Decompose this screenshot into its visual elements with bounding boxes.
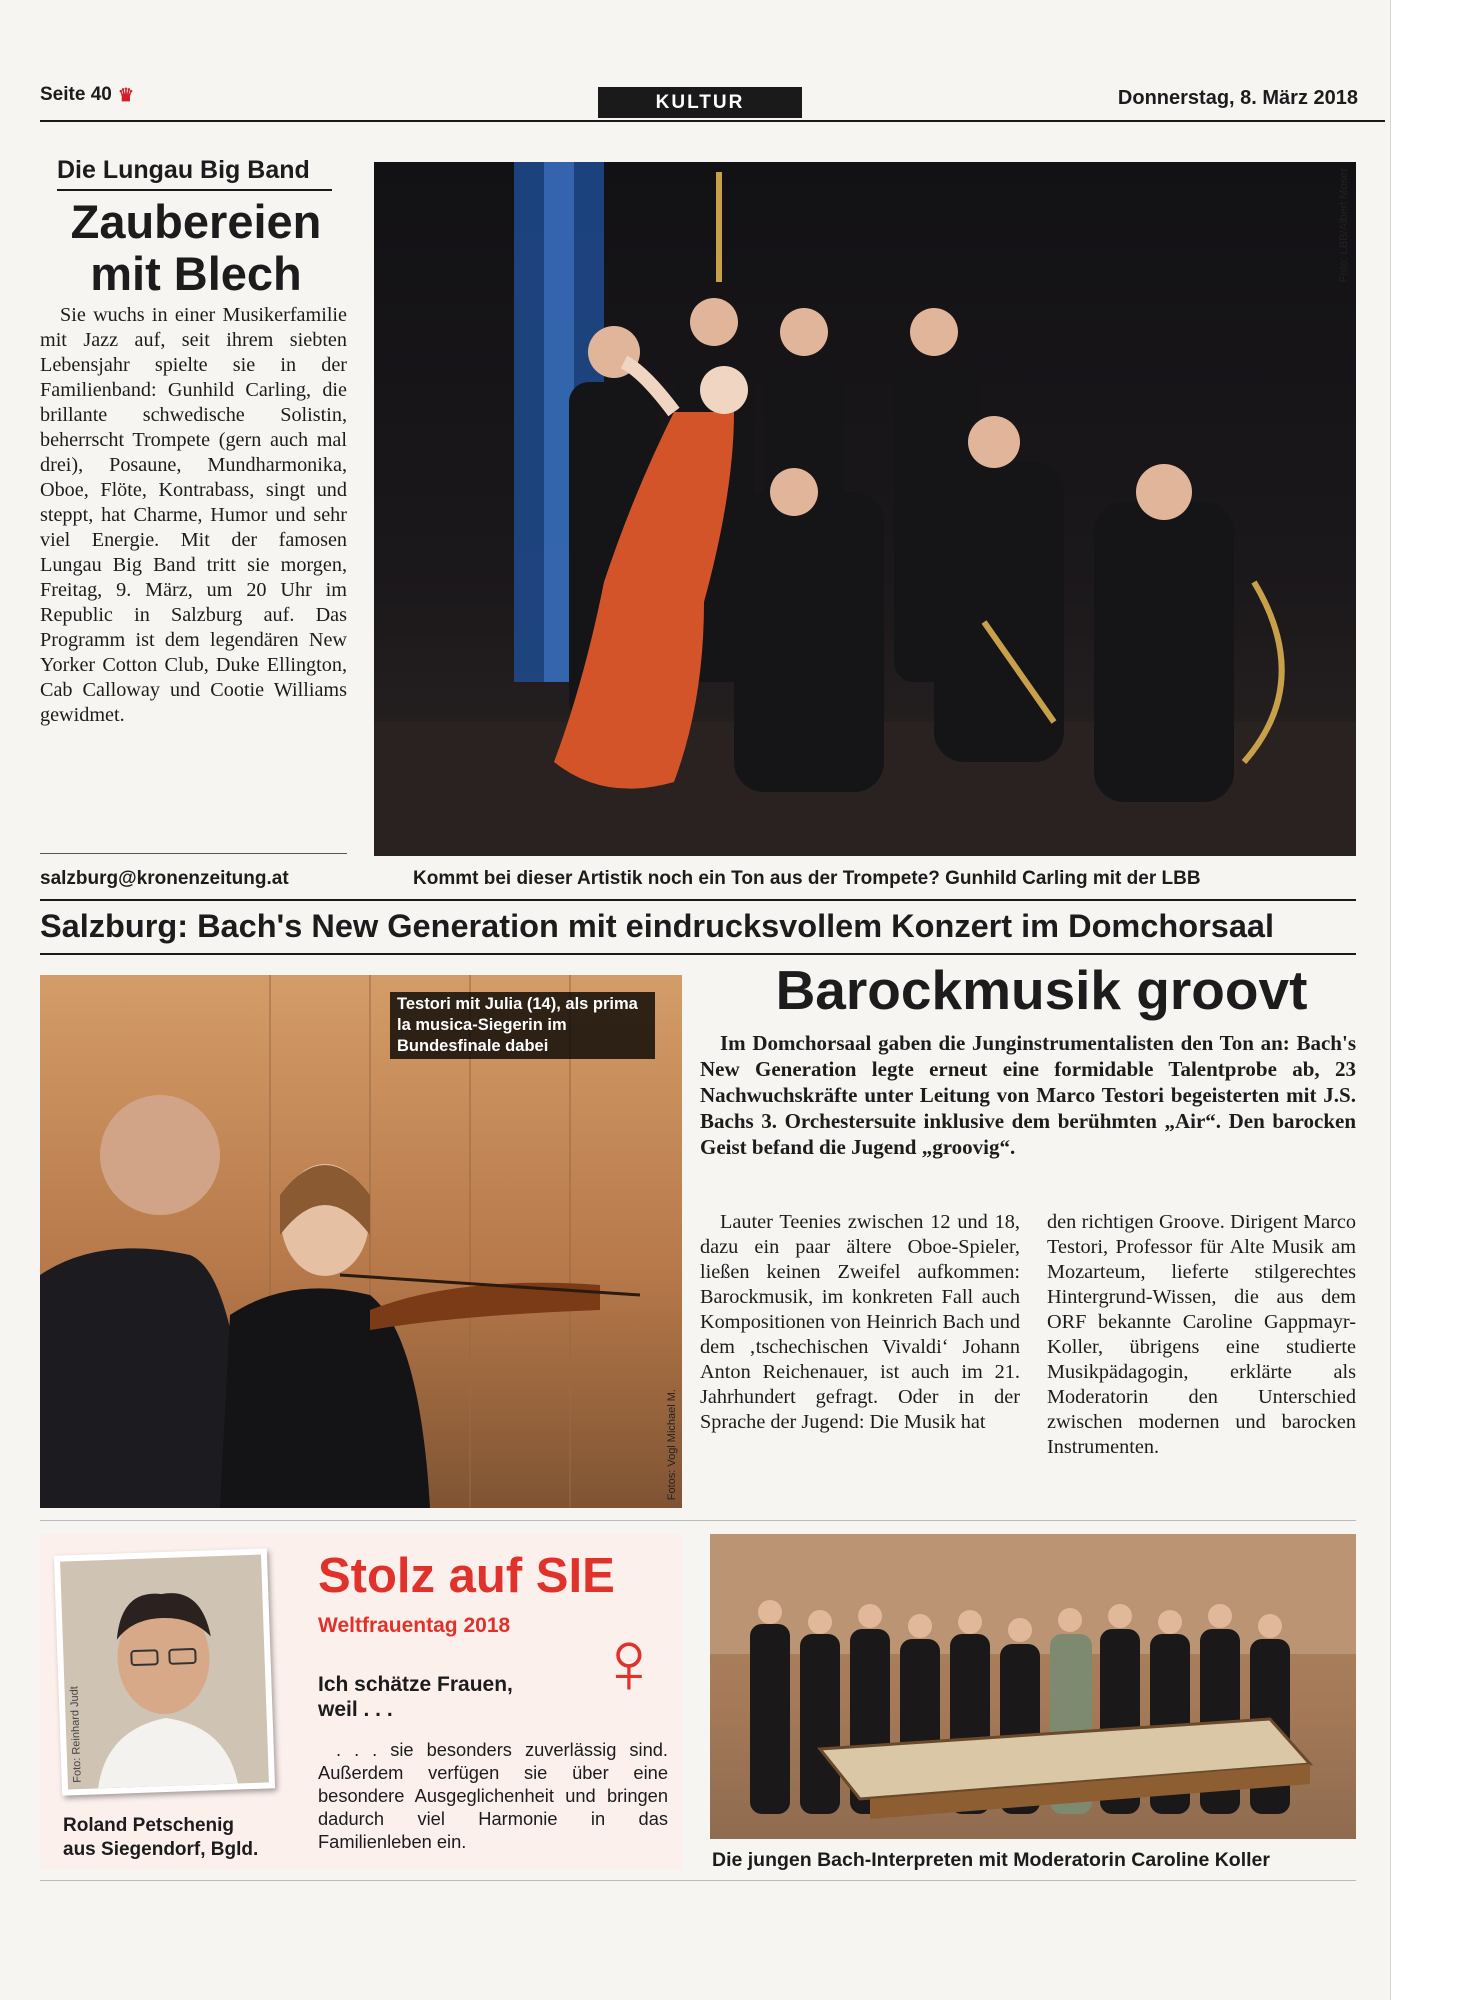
contact-email: salzburg@kronenzeitung.at [40,868,289,889]
issue-date: Donnerstag, 8. März 2018 [1117,87,1358,109]
stolz-question [318,1672,513,1722]
question-line: Ich schätze Frauen, [318,1673,513,1696]
header-rule [40,120,1385,122]
page-number [40,84,134,106]
section-rule [40,1880,1356,1881]
story1-body: Sie wuchs in einer Musikerfamilie mit Jazz auf, seit ihrem siebten Lebensjahr spielte sie in der Familienband: Gunhild Carling, die brillante schwedische Solistin, beherrscht Trompete (gern auch mal drei), Posaune, Mundharmonika, Oboe, Flöte, Kontrabass, singt und steppt, hat Charme, Humor und sehr viel Energie. Mit der famosen Lungau Big Band tritt sie morgen, Freitag, 9. März, um 20 Uhr im Republic in Salzburg auf. Das Programm ist dem legendären New Yorker Cotton Club, Duke Ellington, Cab Calloway und Cootie Williams gewidmet. [40,304,347,726]
photo-caption-overlay: Testori mit Julia (14), als prima la musica-Siegerin im Bundesfinale dabei [390,992,655,1059]
name-line: Roland Petschenig [63,1815,235,1836]
portrait-scene [60,1555,269,1790]
story1-kicker: Die Lungau Big Band [57,156,310,184]
name-line: aus Siegendorf, Bgld. [63,1839,259,1860]
stolz-text: . . . sie besonders zuverlässig sind. Außerdem verfügen sie über eine besondere Ausgeglichenheit und bringen dadurch viel Harmonie in das Familienleben ein. [318,1739,668,1852]
section-rule [40,953,1356,955]
story2-column-1: Lauter Teenies zwischen 12 und 18, dazu ein paar ältere Oboe-Spieler, ließen keinen Zweifel aufkommen: Barockmusik, im konkreten Fall auch Kompositionen von Heinrich Bach und dem ‚tschechischen Vivaldi‘ Johann Anton Reichenauer, ist auch im 21. Jahrhundert gefragt. Oder in der Sprache der Jugend: Die Musik hat [700,1211,1020,1433]
stolz-auf-sie-box [40,1534,682,1870]
contributor-name [63,1814,258,1862]
headline-line: Zaubereien [70,195,322,248]
crown-icon: ♛ [117,84,134,105]
concert-photo [374,162,1356,856]
column-rule [40,853,347,854]
section-rule [40,899,1356,901]
story2-column-2: den richtigen Groove. Dirigent Marco Testori, Professor für Alte Musik am Mozarteum, lieferte stilgerechtes Hintergrund-Wissen, die aus dem ORF bekannte Caroline Gappmayr-Koller, übrigens eine studierte Musikpädagogin, erklärte als Moderatorin den Unterschied zwischen modernen und barocken Instrumenten. [1047,1211,1356,1458]
story2-lead: Im Domchorsaal gaben die Junginstrumentalisten den Ton an: Bach's New Generation legte erneut eine formidable Talentprobe ab, 23 Nachwuchskräfte unter Leitung von Marco Testori begeisterten mit J.S. Bachs 3. Orchestersuite inklusive dem berühmten „Air“. Den barocken Geist befand die Jugend „groovig“. [700,1031,1356,1159]
photo-credit: Foto: Reinhard Judt [68,1686,84,1784]
scan-margin [1390,0,1457,2000]
photo-caption: Kommt bei dieser Artistik noch ein Ton aus der Trompete? Gunhild Carling mit der LBB [413,868,1201,889]
story1-headline [40,196,352,300]
portrait-image [60,1555,269,1790]
group-photo-caption: Die jungen Bach-Interpreten mit Moderatorin Caroline Koller [712,1849,1270,1871]
section-rule [40,1520,1356,1521]
stolz-title: Stolz auf SIE [318,1549,615,1603]
concert-scene [374,162,1356,856]
story2-headline: Barockmusik groovt [775,959,1308,1021]
question-line: weil . . . [318,1698,393,1721]
kicker-rule [57,189,332,191]
page-label: Seite 40 [40,84,112,105]
portrait-photo [54,1548,275,1795]
venus-symbol-icon: ♀ [595,1613,663,1713]
photo-credit: Fotos: Vogl Michael M. [666,1388,678,1500]
headline-line: mit Blech [90,247,302,300]
group-scene [710,1534,1356,1839]
story2-band-title: Salzburg: Bach's New Generation mit eindrucksvollem Konzert im Domchorsaal [40,908,1275,944]
section-rubric: KULTUR [598,87,802,118]
group-photo [710,1534,1356,1839]
stolz-subtitle: Weltfrauentag 2018 [318,1614,511,1637]
photo-credit: Foto: LBB/Albert Moser [1338,168,1350,283]
